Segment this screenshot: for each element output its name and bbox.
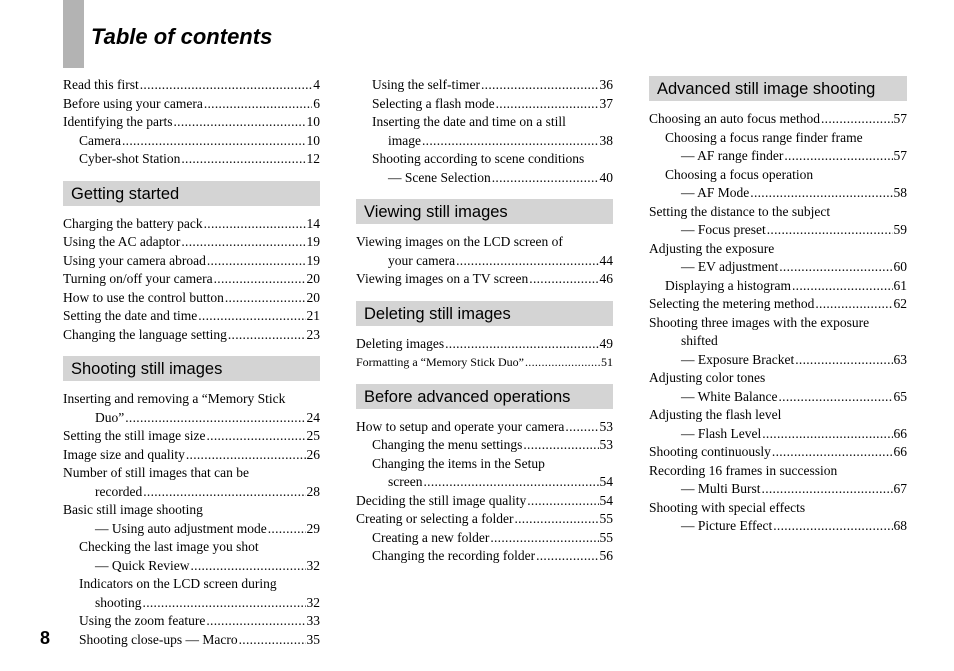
dot-leader xyxy=(481,76,599,95)
dot-leader xyxy=(181,233,305,252)
toc-entry[interactable] xyxy=(356,132,613,151)
toc-entry-title: Changing the menu settings xyxy=(372,437,523,452)
section-spacer xyxy=(63,381,320,390)
toc-entry[interactable] xyxy=(63,427,320,446)
toc-entry-title: Changing the recording folder xyxy=(372,548,536,563)
dot-leader xyxy=(496,95,599,114)
toc-entry[interactable] xyxy=(63,594,320,613)
toc-page-number: 12 xyxy=(306,151,320,166)
toc-line: Checking the last image you shot xyxy=(79,539,259,554)
toc-page-number: 33 xyxy=(306,613,320,628)
toc-entry-title: Shooting continuously xyxy=(649,444,771,459)
toc-page-number: 20 xyxy=(306,289,320,305)
toc-entry-title: Setting the still image size xyxy=(63,428,206,443)
toc-entry-title: Setting the date and time xyxy=(63,308,198,323)
toc-entry[interactable] xyxy=(63,326,320,345)
dot-leader xyxy=(140,76,313,95)
toc-entry-title: How to use the control button xyxy=(63,289,224,305)
toc-page-number: 44 xyxy=(599,252,613,268)
toc-entry[interactable] xyxy=(63,446,320,465)
toc-entry-title: — Picture Effect xyxy=(681,518,773,533)
toc-entry-title: Choosing an auto focus method xyxy=(649,111,820,126)
toc-entry-title: — Multi Burst xyxy=(681,481,761,496)
toc-column-3 xyxy=(649,76,907,536)
dot-leader xyxy=(773,517,892,536)
toc-entry[interactable] xyxy=(63,215,320,234)
toc-page-number: 60 xyxy=(893,259,907,274)
toc-page-number: 67 xyxy=(893,481,907,496)
toc-entry-title: Before using your camera xyxy=(63,95,203,111)
toc-entry-title: — Flash Level xyxy=(681,425,762,441)
toc-line: Choosing a focus range finder frame xyxy=(665,129,863,145)
section-spacer xyxy=(356,409,613,418)
section-heading: Deleting still images xyxy=(356,301,613,326)
dot-leader xyxy=(268,520,306,539)
toc-line: Recording 16 frames in succession xyxy=(649,462,838,478)
toc-page-number: 38 xyxy=(599,132,613,148)
toc-entry[interactable] xyxy=(356,418,613,437)
dot-leader xyxy=(228,326,306,345)
toc-page-number: 32 xyxy=(306,557,320,573)
dot-leader xyxy=(456,252,598,271)
toc-entry-title: shooting xyxy=(95,594,142,610)
toc-page-number: 57 xyxy=(893,148,907,163)
toc-entry[interactable] xyxy=(649,443,907,462)
toc-entry-title: — Focus preset xyxy=(681,222,766,237)
dot-leader xyxy=(122,132,306,151)
toc-entry-title: Charging the battery pack xyxy=(63,215,203,231)
dot-leader xyxy=(206,427,305,446)
dot-leader xyxy=(207,252,306,271)
toc-entry[interactable] xyxy=(356,510,613,529)
toc-page-number: 51 xyxy=(601,355,613,369)
toc-entry-title: — Exposure Bracket xyxy=(681,351,795,367)
toc-entry-title: Read this first xyxy=(63,77,139,92)
toc-entry-title: Viewing images on a TV screen xyxy=(356,271,529,286)
section-spacer xyxy=(649,101,907,110)
toc-entry-title: Creating a new folder xyxy=(372,529,490,545)
toc-entry[interactable] xyxy=(63,520,320,539)
toc-page-number: 53 xyxy=(599,418,613,434)
dot-leader xyxy=(125,409,305,428)
dot-leader xyxy=(190,557,305,576)
toc-entry[interactable] xyxy=(649,388,907,407)
dot-leader xyxy=(536,547,598,566)
toc-page-number: 54 xyxy=(599,474,613,489)
toc-page-number: 59 xyxy=(893,222,907,237)
toc-entry[interactable] xyxy=(356,169,613,188)
toc-entry-title: Camera xyxy=(79,132,121,148)
toc-entry[interactable] xyxy=(63,270,320,289)
dot-leader xyxy=(514,510,598,529)
toc-entry-title: Displaying a histogram xyxy=(665,277,791,293)
toc-entry-title: Formatting a “Memory Stick Duo” xyxy=(356,355,524,369)
page-number: 8 xyxy=(40,628,51,648)
toc-entry-title: Selecting a flash mode xyxy=(372,95,495,111)
toc-line: Inserting the date and time on a still xyxy=(372,114,566,129)
toc-line: Setting the distance to the subject xyxy=(649,203,831,219)
dot-leader xyxy=(143,483,305,502)
toc-entry-title: Changing the language setting xyxy=(63,326,227,342)
toc-page-number: 10 xyxy=(306,132,320,148)
toc-entry[interactable] xyxy=(63,409,320,428)
toc-entry[interactable] xyxy=(63,612,320,631)
toc-entry-title: Identifying the parts xyxy=(63,114,173,129)
dot-leader xyxy=(225,289,306,308)
toc-page-number: 10 xyxy=(306,114,320,129)
toc-line: Number of still images that can be xyxy=(63,465,249,480)
toc-entry-title: Deciding the still image quality xyxy=(356,492,527,508)
section-spacer xyxy=(356,224,613,233)
dot-leader xyxy=(527,492,598,511)
dot-leader xyxy=(422,132,599,151)
toc-line: Shooting with special effects xyxy=(649,499,806,515)
toc-entry-title: — Scene Selection xyxy=(388,169,491,185)
toc-entry[interactable] xyxy=(63,289,320,308)
dot-leader xyxy=(795,351,892,370)
toc-entry[interactable] xyxy=(356,270,613,289)
section-spacer xyxy=(63,344,320,356)
dot-leader xyxy=(181,150,305,169)
toc-column-1 xyxy=(63,76,320,649)
toc-entry-title: Using your camera abroad xyxy=(63,252,206,268)
toc-page-number: 36 xyxy=(599,77,613,92)
toc-entry[interactable] xyxy=(649,147,907,166)
toc-entry[interactable] xyxy=(649,480,907,499)
toc-entry-title: Shooting close-ups — Macro xyxy=(79,631,238,647)
section-spacer xyxy=(356,289,613,301)
toc-entry[interactable] xyxy=(356,335,613,354)
dot-leader xyxy=(204,215,306,234)
toc-entry-title: screen xyxy=(388,474,423,489)
section-spacer xyxy=(63,206,320,215)
toc-line: Adjusting the flash level xyxy=(649,407,782,422)
toc-page-number: 35 xyxy=(306,631,320,647)
toc-entry[interactable] xyxy=(63,631,320,650)
toc-page-number: 58 xyxy=(893,185,907,200)
toc-entry-title: Using the self-timer xyxy=(372,77,480,92)
toc-line: Indicators on the LCD screen during xyxy=(79,576,277,591)
toc-line: shifted xyxy=(681,333,718,348)
dot-leader xyxy=(204,95,312,114)
dot-leader xyxy=(173,113,305,132)
dot-leader xyxy=(750,184,892,203)
dot-leader xyxy=(815,295,892,314)
toc-entry[interactable] xyxy=(356,76,613,95)
toc-line: Inserting and removing a “Memory Stick xyxy=(63,391,286,406)
toc-entry[interactable] xyxy=(649,221,907,240)
toc-page-number: 23 xyxy=(306,326,320,342)
toc-page-number: 66 xyxy=(893,425,907,441)
toc-entry[interactable] xyxy=(649,295,907,314)
toc-line: Shooting three images with the exposure xyxy=(649,314,870,330)
toc-entry[interactable] xyxy=(649,517,907,536)
dot-leader xyxy=(445,335,598,354)
toc-entry[interactable] xyxy=(63,233,320,252)
toc-page-number: 24 xyxy=(306,409,320,425)
dot-leader xyxy=(778,388,892,407)
toc-entry-title: Using the AC adaptor xyxy=(63,234,181,249)
toc-page-number: 37 xyxy=(599,95,613,111)
toc-page-number: 29 xyxy=(306,520,320,536)
toc-page-number: 55 xyxy=(599,511,613,526)
toc-entry[interactable] xyxy=(356,252,613,271)
toc-entry[interactable] xyxy=(356,529,613,548)
toc-entry-title: Image size and quality xyxy=(63,446,185,462)
dot-leader xyxy=(239,631,306,650)
toc-entry-title: How to setup and operate your camera xyxy=(356,418,565,434)
toc-page-number: 46 xyxy=(599,271,613,286)
dot-leader xyxy=(821,110,893,129)
toc-entry-title: Cyber-shot Station xyxy=(79,151,181,166)
toc-page-number: 20 xyxy=(306,271,320,286)
toc-entry[interactable] xyxy=(63,95,320,114)
toc-entry[interactable] xyxy=(356,547,613,566)
toc-entry-title: Turning on/off your camera xyxy=(63,271,213,286)
toc-page-number: 63 xyxy=(893,351,907,367)
toc-page-number: 54 xyxy=(599,492,613,508)
toc-page-number: 61 xyxy=(893,277,907,293)
toc-entry-title: — White Balance xyxy=(681,388,778,404)
toc-entry-title: Deleting images xyxy=(356,335,445,351)
toc-page-number: 4 xyxy=(313,77,320,92)
toc-column-2 xyxy=(356,76,613,566)
section-spacer xyxy=(356,326,613,335)
dot-leader xyxy=(565,418,598,437)
toc-line: Viewing images on the LCD screen of xyxy=(356,234,563,249)
dot-leader xyxy=(186,446,306,465)
section-spacer xyxy=(63,169,320,181)
dot-leader xyxy=(490,529,598,548)
toc-line: Changing the items in the Setup xyxy=(372,455,545,471)
section-heading: Before advanced operations xyxy=(356,384,613,409)
toc-entry[interactable] xyxy=(356,492,613,511)
toc-entry-title: — AF range finder xyxy=(681,148,784,163)
toc-page-number: 28 xyxy=(306,483,320,499)
toc-entry-title: Selecting the metering method xyxy=(649,296,815,311)
toc-line: Adjusting color tones xyxy=(649,370,766,385)
toc-page-number: 68 xyxy=(893,518,907,533)
section-heading: Advanced still image shooting xyxy=(649,76,907,101)
toc-page-number: 19 xyxy=(306,252,320,268)
toc-page-number: 14 xyxy=(306,215,320,231)
toc-entry[interactable] xyxy=(63,483,320,502)
toc-entry-title: Creating or selecting a folder xyxy=(356,511,514,526)
section-spacer xyxy=(356,187,613,199)
toc-entry[interactable] xyxy=(356,473,613,492)
toc-entry[interactable] xyxy=(63,557,320,576)
toc-entry[interactable] xyxy=(63,132,320,151)
toc-page-number: 25 xyxy=(306,428,320,443)
section-heading: Viewing still images xyxy=(356,199,613,224)
toc-page-number: 62 xyxy=(893,296,907,311)
toc-page-number: 53 xyxy=(599,437,613,452)
section-spacer xyxy=(356,372,613,384)
toc-entry[interactable] xyxy=(356,353,613,372)
toc-entry[interactable] xyxy=(649,425,907,444)
dot-leader xyxy=(762,425,892,444)
toc-page-number: 57 xyxy=(893,111,907,126)
toc-entry[interactable] xyxy=(63,113,320,132)
toc-page-number: 21 xyxy=(306,308,320,323)
dot-leader xyxy=(767,221,893,240)
dot-leader xyxy=(198,307,305,326)
toc-entry-title: your camera xyxy=(388,252,456,268)
toc-entry-title: Using the zoom feature xyxy=(79,613,206,628)
dot-leader xyxy=(792,277,893,296)
dot-leader xyxy=(423,473,598,492)
toc-line: Adjusting the exposure xyxy=(649,240,775,256)
page-title: Table of contents xyxy=(91,24,273,49)
section-heading: Shooting still images xyxy=(63,356,320,381)
toc-entry-title: Duo” xyxy=(95,409,125,425)
dot-leader xyxy=(143,594,306,613)
toc-line: Shooting according to scene conditions xyxy=(372,151,585,166)
toc-page-number: 40 xyxy=(599,169,613,185)
toc-entry[interactable] xyxy=(63,150,320,169)
toc-page-number: 55 xyxy=(599,529,613,545)
toc-page-number: 56 xyxy=(599,548,613,563)
dot-leader xyxy=(762,480,893,499)
toc-entry-title: image xyxy=(388,132,421,148)
dot-leader xyxy=(492,169,599,188)
dot-leader xyxy=(525,353,600,372)
toc-entry[interactable] xyxy=(63,76,320,95)
dot-leader xyxy=(784,147,892,166)
toc-page-number: 6 xyxy=(313,95,320,111)
toc-entry[interactable] xyxy=(63,307,320,326)
toc-line: Choosing a focus operation xyxy=(665,166,814,182)
toc-entry-title: — EV adjustment xyxy=(681,259,779,274)
toc-entry[interactable] xyxy=(649,258,907,277)
toc-entry[interactable] xyxy=(356,95,613,114)
toc-page-number: 66 xyxy=(893,444,907,459)
dot-leader xyxy=(529,270,598,289)
dot-leader xyxy=(523,436,598,455)
toc-page-number: 26 xyxy=(306,446,320,462)
toc-page-number: 49 xyxy=(599,335,613,351)
toc-entry-title: — Using auto adjustment mode xyxy=(95,520,267,536)
toc-entry-title: — AF Mode xyxy=(681,185,750,200)
dot-leader xyxy=(772,443,893,462)
section-tab-bar xyxy=(63,0,84,68)
toc-entry[interactable] xyxy=(356,436,613,455)
toc-entry[interactable] xyxy=(649,351,907,370)
dot-leader xyxy=(779,258,892,277)
toc-entry[interactable] xyxy=(63,252,320,271)
toc-entry-title: — Quick Review xyxy=(95,557,190,573)
toc-entry-title: recorded xyxy=(95,483,143,499)
dot-leader xyxy=(214,270,306,289)
toc-page-number: 65 xyxy=(893,388,907,404)
toc-entry[interactable] xyxy=(649,184,907,203)
toc-page-number: 19 xyxy=(306,234,320,249)
dot-leader xyxy=(206,612,305,631)
section-heading: Getting started xyxy=(63,181,320,206)
toc-page-number: 32 xyxy=(306,594,320,610)
toc-line: Basic still image shooting xyxy=(63,502,203,517)
toc-entry[interactable] xyxy=(649,110,907,129)
toc-entry[interactable] xyxy=(649,277,907,296)
